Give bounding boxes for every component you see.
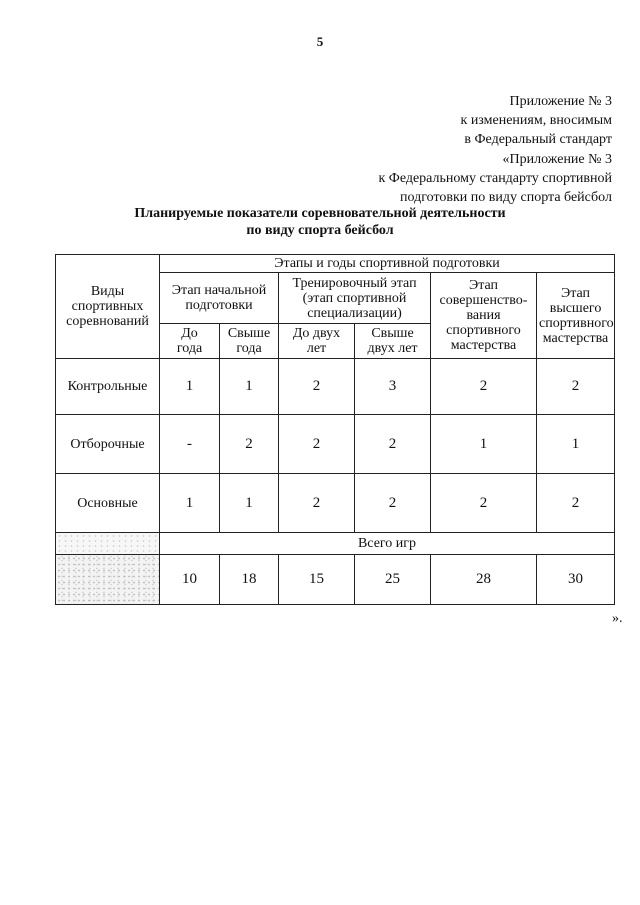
- competition-table: [55, 254, 615, 605]
- total-cell: 18: [220, 555, 279, 605]
- document-title: [0, 205, 640, 239]
- sub-header-line: года: [236, 341, 262, 356]
- document-title-line: по виду спорта бейсбол: [246, 223, 394, 238]
- row-label: Основные: [56, 474, 160, 533]
- sub-header-line: двух лет: [367, 341, 418, 356]
- sub-header-line: Свыше: [227, 326, 271, 341]
- stage-training-line: Тренировочный этап: [292, 275, 417, 291]
- stage-highest-header: [537, 273, 615, 359]
- row-header-cell: [56, 255, 160, 359]
- stage-highest-line: спортивного: [539, 315, 614, 331]
- total-row-blank-cell: [56, 533, 160, 555]
- stage-initial-line: подготовки: [185, 298, 253, 313]
- stage-improvement-line: спортивного: [446, 323, 521, 338]
- sub-header-training-1: [279, 324, 355, 359]
- appendix-note-line: Приложение № 3: [509, 94, 612, 109]
- total-cell: 30: [537, 555, 615, 605]
- row-header-line: соревнований: [66, 314, 149, 329]
- stage-initial-header: [160, 273, 279, 324]
- sub-header-line: До: [181, 326, 198, 341]
- total-cell: 25: [355, 555, 431, 605]
- stage-highest-line: Этап: [560, 285, 591, 301]
- appendix-reference: [378, 150, 612, 207]
- closing-quote-mark: ».: [612, 611, 623, 626]
- scan-noise-cell: [56, 555, 160, 605]
- table-cell: 1: [220, 359, 279, 415]
- stage-training-header: [279, 273, 431, 324]
- table-cell: 2: [431, 359, 537, 415]
- appendix-reference-line: подготовки по виду спорта бейсбол: [400, 190, 612, 205]
- table-cell: 1: [220, 474, 279, 533]
- row-header-line: Виды: [90, 284, 125, 299]
- row-label: Контрольные: [56, 359, 160, 415]
- sub-header-initial-2: [220, 324, 279, 359]
- total-label: Всего игр: [160, 533, 615, 555]
- appendix-note-line: к изменениям, вносимым: [460, 113, 612, 128]
- table-cell: 1: [160, 359, 220, 415]
- sub-header-line: До двух: [292, 326, 341, 341]
- stage-improvement-line: мастерства: [450, 338, 517, 353]
- total-header-row: [56, 533, 615, 555]
- appendix-note: [461, 92, 612, 149]
- table-cell: 2: [279, 474, 355, 533]
- table-cell: 2: [355, 415, 431, 474]
- appendix-reference-line: к Федеральному стандарту спортивной: [378, 171, 612, 186]
- row-header-line: спортивных: [71, 299, 144, 314]
- table-cell: 1: [537, 415, 615, 474]
- table-row: [56, 415, 615, 474]
- total-values-row: [56, 555, 615, 605]
- sub-header-line: года: [176, 341, 203, 356]
- table-cell: 2: [537, 359, 615, 415]
- table-row: [56, 474, 615, 533]
- stage-highest-line: мастерства: [542, 330, 609, 346]
- table-cell: 1: [431, 415, 537, 474]
- table-cell: 2: [279, 359, 355, 415]
- stage-training-line: специализации): [307, 305, 402, 321]
- appendix-note-line: в Федеральный стандарт: [464, 132, 612, 147]
- total-cell: 10: [160, 555, 220, 605]
- table-cell: 2: [220, 415, 279, 474]
- stage-improvement-line: Этап: [468, 278, 499, 293]
- sub-header-initial-1: [160, 324, 220, 359]
- table-cell: 2: [431, 474, 537, 533]
- sub-header-training-2: [355, 324, 431, 359]
- table-cell: 1: [160, 474, 220, 533]
- total-cell: 28: [431, 555, 537, 605]
- stage-improvement-line: совершенство-: [439, 293, 528, 308]
- stage-training-line: (этап спортивной: [302, 290, 407, 306]
- sub-header-line: Свыше: [371, 326, 414, 341]
- stage-improvement-line: вания: [466, 308, 501, 323]
- stages-header: Этапы и годы спортивной подготовки: [160, 255, 615, 273]
- table-cell: -: [160, 415, 220, 474]
- document-title-line: Планируемые показатели соревновательной деятельности: [134, 206, 506, 221]
- stage-improvement-header: [431, 273, 537, 359]
- table-cell: 2: [537, 474, 615, 533]
- total-cell: 15: [279, 555, 355, 605]
- table-cell: 2: [279, 415, 355, 474]
- table-row: [56, 359, 615, 415]
- appendix-reference-line: «Приложение № 3: [502, 152, 612, 167]
- stage-highest-line: высшего: [549, 300, 602, 316]
- table-cell: 3: [355, 359, 431, 415]
- stage-initial-line: Этап начальной: [171, 283, 267, 298]
- row-label: Отборочные: [56, 415, 160, 474]
- table-cell: 2: [355, 474, 431, 533]
- page-number: 5: [316, 34, 324, 49]
- sub-header-line: лет: [306, 341, 327, 356]
